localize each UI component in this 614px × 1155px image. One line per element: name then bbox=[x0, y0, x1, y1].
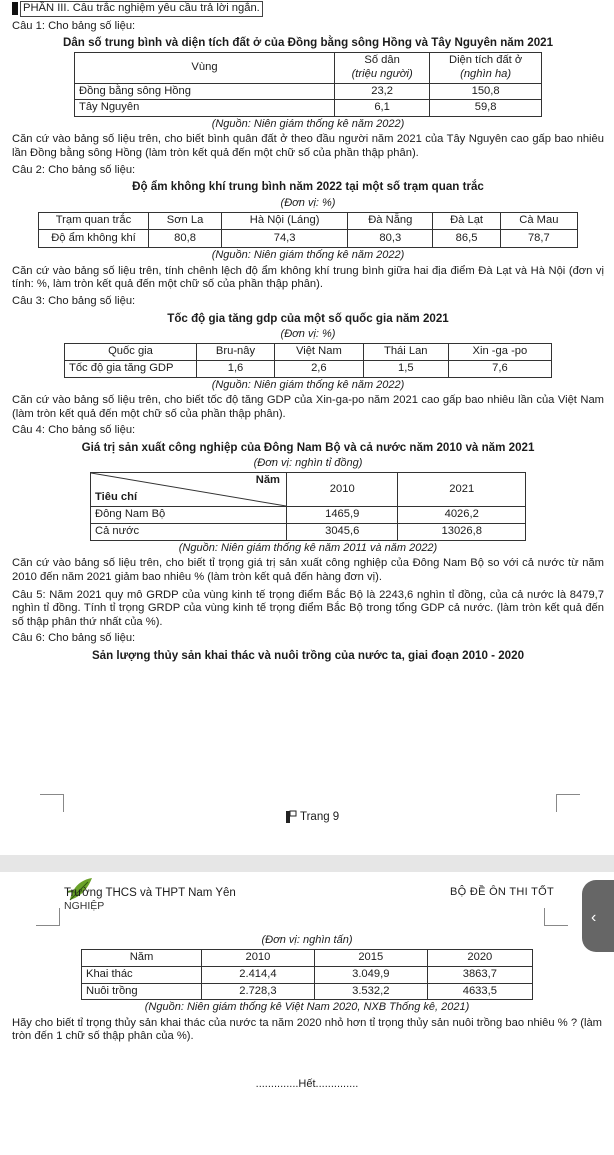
q4-table bbox=[90, 472, 526, 540]
q3-value: 7,6 bbox=[448, 360, 551, 377]
q3-row-label: Tốc độ gia tăng GDP bbox=[65, 360, 197, 377]
q4-corner-bottom: Tiêu chí bbox=[95, 490, 138, 503]
q4-value: 3045,6 bbox=[287, 524, 398, 541]
q4-corner-cell bbox=[91, 473, 287, 507]
q2-unit: (Đơn vị: %) bbox=[280, 196, 336, 209]
q6-source: (Nguồn: Niên giám thống kê Việt Nam 2020, NXB Thống kê, 2021) bbox=[144, 1001, 470, 1014]
q6-value: 2.414,4 bbox=[202, 967, 315, 984]
q1-table bbox=[74, 52, 542, 117]
crop-mark-right bbox=[544, 908, 568, 926]
q3-header: Việt Nam bbox=[275, 344, 364, 361]
q4-table-title: Giá trị sản xuất công nghiệp của Đông Nam Bộ và cả nước năm 2010 và năm 2021 bbox=[81, 440, 535, 454]
q6-value: 4633,5 bbox=[427, 983, 532, 1000]
q3-value: 1,6 bbox=[197, 360, 275, 377]
q1-header-area bbox=[430, 53, 542, 83]
school-name: Trường THCS và THPT Nam Yên bbox=[64, 887, 236, 899]
q6-intro bbox=[12, 632, 604, 646]
q1-row-pop: 6,1 bbox=[335, 100, 430, 117]
q6-value: 3.532,2 bbox=[314, 983, 427, 1000]
q2-header: Sơn La bbox=[149, 213, 222, 230]
q2-question: Căn cứ vào bảng số liệu trên, tính chênh lệch độ ẩm không khí trung bình giữa hai địa điểm Đà Lạt và Hà Nội (đơn vị tính: %, làm tròn kết quả đến một chữ số của phần thập phân). bbox=[12, 264, 604, 291]
table-row bbox=[82, 967, 533, 984]
q1-header-area-unit: (nghìn ha) bbox=[460, 68, 512, 81]
q4-year-header: 2010 bbox=[287, 473, 398, 507]
q1-row-area: 59,8 bbox=[430, 100, 542, 117]
q2-header: Trạm quan trắc bbox=[39, 213, 149, 230]
q6-label: Câu 6: bbox=[12, 632, 45, 645]
q1-intro-text: Cho bảng số liệu: bbox=[48, 19, 136, 32]
q4-intro bbox=[12, 424, 604, 438]
table-row bbox=[39, 229, 578, 248]
q1-header-area-label: Diện tích đất ở bbox=[448, 54, 523, 67]
section-marker bbox=[12, 2, 18, 15]
q6-table bbox=[81, 949, 533, 1000]
q3-header: Xin -ga -po bbox=[448, 344, 551, 361]
q4-year-header: 2021 bbox=[398, 473, 526, 507]
q1-label: Câu 1: bbox=[12, 19, 45, 32]
table-row bbox=[91, 507, 526, 524]
q4-intro-text: Cho bảng số liệu: bbox=[48, 424, 136, 437]
q6-question: Hãy cho biết tỉ trọng thủy sản khai thác của nước ta năm 2020 nhỏ hơn tỉ trọng thủy sản nuôi trồng bao nhiêu % ? (làm tròn đến 1 chữ số thập phân của %). bbox=[12, 1016, 602, 1043]
q1-row-name: Đồng bằng sông Hồng bbox=[75, 83, 335, 100]
q2-value: 86,5 bbox=[433, 229, 500, 248]
q6-table-title: Sản lượng thủy sản khai thác và nuôi trồng của nước ta, giai đoạn 2010 - 2020 bbox=[91, 649, 525, 663]
q3-header: Bru-nây bbox=[197, 344, 275, 361]
q2-row-label: Độ ẩm không khí bbox=[39, 229, 149, 248]
q2-header: Đà Nẵng bbox=[348, 213, 433, 230]
q1-header-pop bbox=[335, 53, 430, 83]
q5 bbox=[12, 589, 604, 630]
q6-header: 2010 bbox=[202, 950, 315, 967]
table-row bbox=[65, 360, 552, 377]
q2-label: Câu 2: bbox=[12, 163, 45, 176]
q1-question: Căn cứ vào bảng số liệu trên, cho biết bình quân đất ở theo đầu người năm 2021 của Tây Nguyên cao gấp bao nhiêu lần Đồng bằng sông Hồng (làm tròn kết quả đến một chữ số của phần thập phân). bbox=[12, 133, 604, 160]
q2-source: (Nguồn: Niên giám thống kê năm 2022) bbox=[211, 249, 405, 262]
q3-question: Căn cứ vào bảng số liệu trên, cho biết tốc độ tăng GDP của Xin-ga-po năm 2021 cao gấp bao nhiêu lần của Việt Nam (làm tròn kết quả đến một chữ số của phần thập phân). bbox=[12, 393, 604, 420]
q4-row-name: Đông Nam Bộ bbox=[91, 507, 287, 524]
q2-value: 74,3 bbox=[222, 229, 348, 248]
section-header bbox=[12, 1, 604, 17]
q1-row-name: Tây Nguyên bbox=[75, 100, 335, 117]
q2-table bbox=[38, 212, 578, 248]
q3-label: Câu 3: bbox=[12, 295, 45, 308]
q2-intro-text: Cho bảng số liệu: bbox=[48, 163, 136, 176]
q3-header: Quốc gia bbox=[65, 344, 197, 361]
q1-row-pop: 23,2 bbox=[335, 83, 430, 100]
q4-row-name: Cả nước bbox=[91, 524, 287, 541]
q4-value: 13026,8 bbox=[398, 524, 526, 541]
q2-value: 80,3 bbox=[348, 229, 433, 248]
q1-source: (Nguồn: Niên giám thống kê năm 2022) bbox=[211, 118, 405, 131]
q5-label: Câu 5: bbox=[12, 588, 46, 601]
page-2 bbox=[0, 872, 614, 1155]
page-number bbox=[284, 810, 339, 824]
q2-table-title: Độ ẩm không khí trung bình năm 2022 tại một số trạm quan trắc bbox=[132, 180, 484, 194]
chevron-left-icon: ‹ bbox=[591, 909, 597, 926]
school-subtitle: NGHIỆP bbox=[64, 900, 105, 912]
q5-text: Năm 2021 quy mô GRDP của vùng kinh tế trọng điểm Bắc Bộ là 2243,6 nghìn tỉ đồng, của cả nước là 8479,7 nghìn tỉ đồng. Tính tỉ trọng GRDP của vùng kinh tế trọng điểm Bắc Bộ trong tổng GDP cả nước. (làm tròn kết quả đến số thập phân thứ nhất của %). bbox=[12, 588, 604, 628]
table-row bbox=[75, 83, 542, 100]
page-footer bbox=[0, 780, 614, 840]
q2-value: 78,7 bbox=[500, 229, 577, 248]
q4-value: 4026,2 bbox=[398, 507, 526, 524]
q2-header: Đà Lạt bbox=[433, 213, 500, 230]
q2-intro bbox=[12, 164, 604, 178]
q3-value: 1,5 bbox=[363, 360, 448, 377]
crop-mark-left bbox=[40, 794, 64, 812]
q2-value: 80,8 bbox=[149, 229, 222, 248]
q1-header-pop-label: Số dân bbox=[364, 54, 400, 67]
q3-intro-text: Cho bảng số liệu: bbox=[48, 295, 136, 308]
q1-table-title: Dân số trung bình và diện tích đất ở của Đồng bằng sông Hồng và Tây Nguyên năm 2021 bbox=[62, 36, 554, 50]
q6-row-name: Nuôi trồng bbox=[82, 983, 202, 1000]
q1-header-pop-unit: (triệu người) bbox=[351, 68, 413, 81]
q4-question: Căn cứ vào bảng số liệu trên, cho biết tỉ trọng giá trị sản xuất công nghiệp của Đông Nam Bộ so với cả nước từ năm 2010 đến năm 2021 giảm bao nhiêu % (làm tròn kết quả đến hàng đơn vị). bbox=[12, 557, 604, 583]
q2-header: Hà Nội (Láng) bbox=[222, 213, 348, 230]
q3-unit: (Đơn vị: %) bbox=[280, 327, 336, 340]
side-scroll-button[interactable] bbox=[582, 880, 614, 952]
q3-value: 2,6 bbox=[275, 360, 364, 377]
q6-value: 3.049,9 bbox=[314, 967, 427, 984]
q6-header: Năm bbox=[82, 950, 202, 967]
crop-mark-left bbox=[36, 908, 60, 926]
q6-unit: (Đơn vị: nghìn tấn) bbox=[261, 934, 353, 946]
page-icon bbox=[284, 810, 298, 824]
q3-intro bbox=[12, 295, 604, 309]
q3-source: (Nguồn: Niên giám thống kê năm 2022) bbox=[211, 378, 405, 391]
q4-value: 1465,9 bbox=[287, 507, 398, 524]
q4-source: (Nguồn: Niên giám thống kê năm 2011 và năm 2022) bbox=[178, 541, 438, 554]
q6-value: 3863,7 bbox=[427, 967, 532, 984]
q6-header: 2020 bbox=[427, 950, 532, 967]
crop-mark-right bbox=[556, 794, 580, 812]
q4-label: Câu 4: bbox=[12, 424, 45, 437]
end-marker: ..............Hết.............. bbox=[255, 1078, 359, 1091]
table-row bbox=[82, 983, 533, 1000]
q2-header: Cà Mau bbox=[500, 213, 577, 230]
q6-header: 2015 bbox=[314, 950, 427, 967]
q3-table bbox=[64, 343, 552, 377]
q1-row-area: 150,8 bbox=[430, 83, 542, 100]
header-title: BỘ ĐỀ ÔN THI TỐT bbox=[449, 886, 554, 898]
page-header bbox=[12, 872, 602, 932]
q6-value: 2.728,3 bbox=[202, 983, 315, 1000]
page-number-text: Trang 9 bbox=[300, 811, 340, 823]
q1-intro bbox=[12, 20, 604, 34]
q4-unit: (Đơn vị: nghìn tỉ đồng) bbox=[253, 457, 363, 470]
table-row bbox=[91, 524, 526, 541]
q3-table-title: Tốc độ gia tăng gdp của một số quốc gia năm 2021 bbox=[167, 311, 449, 325]
q3-header: Thái Lan bbox=[363, 344, 448, 361]
q6-intro-text: Cho bảng số liệu: bbox=[48, 632, 136, 645]
q1-header-region: Vùng bbox=[75, 53, 335, 83]
q6-row-name: Khai thác bbox=[82, 967, 202, 984]
page-separator bbox=[0, 855, 614, 872]
section-title: PHẦN III. Câu trắc nghiệm yêu cầu trả lời ngắn. bbox=[20, 1, 263, 17]
table-row bbox=[75, 100, 542, 117]
q4-corner-top: Năm bbox=[255, 474, 280, 487]
